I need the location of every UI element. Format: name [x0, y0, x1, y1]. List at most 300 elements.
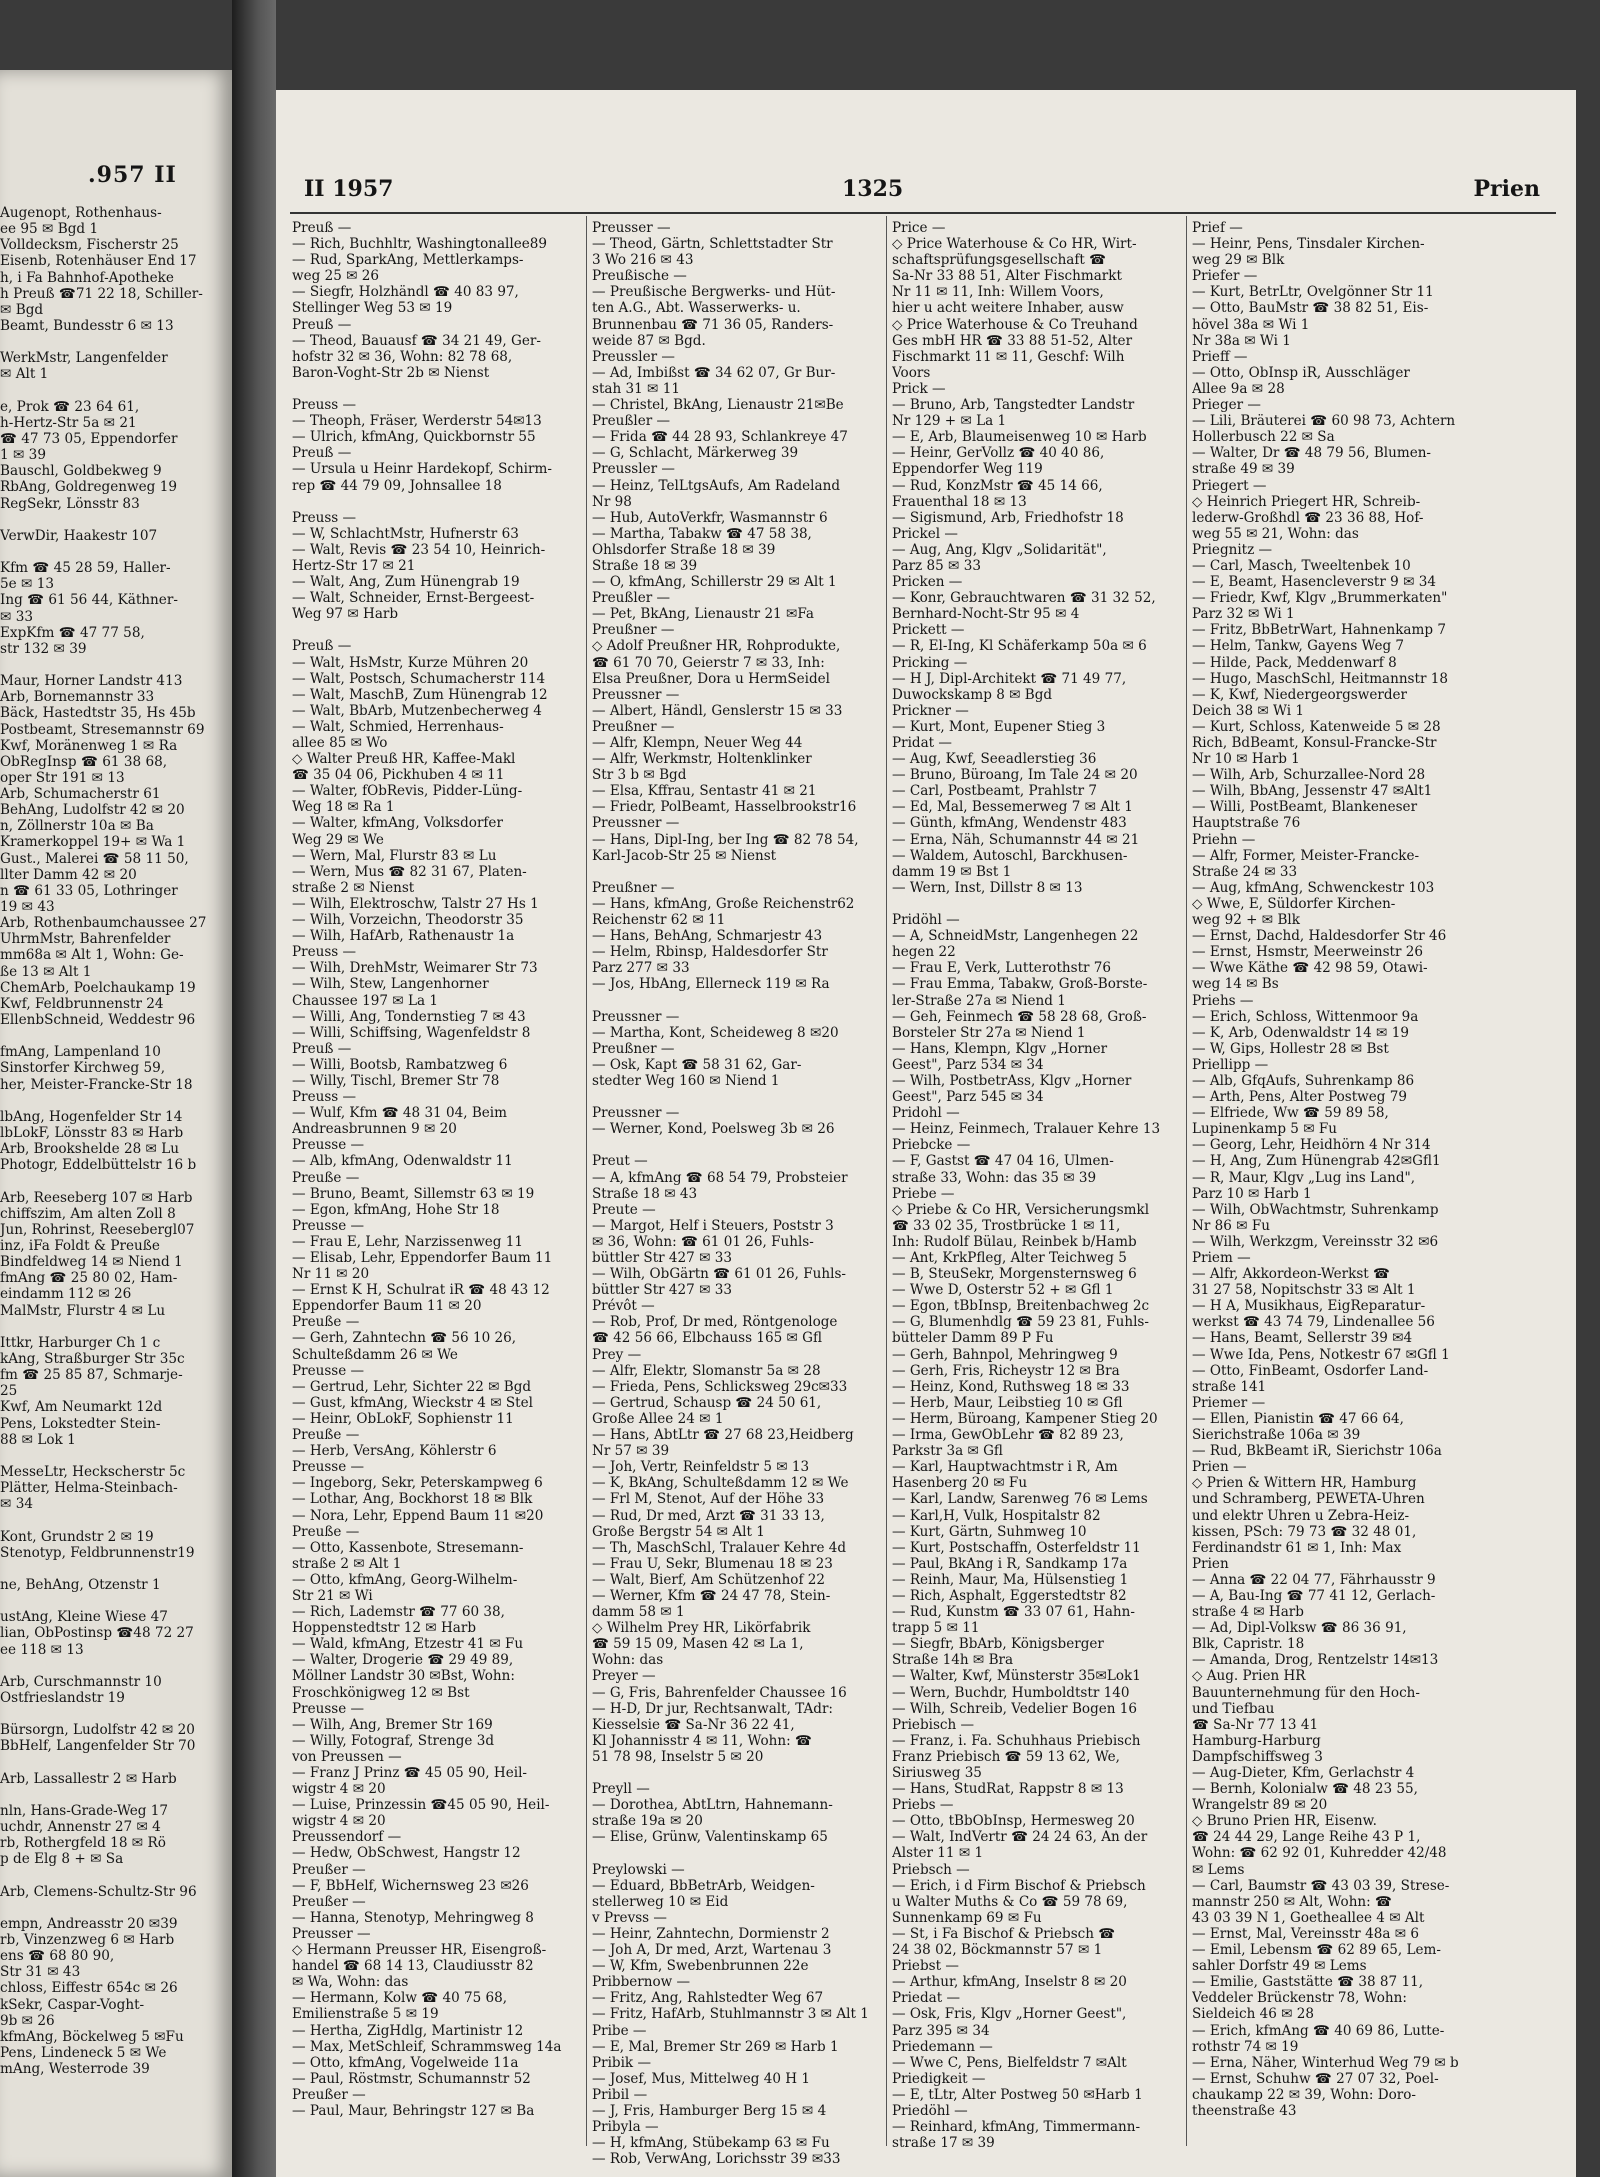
- directory-entry-line: Frauenthal 18 ✉ 13: [892, 493, 1027, 510]
- directory-entry-line: v Prevss —: [592, 1909, 667, 1926]
- directory-entry-line: [592, 1765, 884, 1781]
- directory-entry-line: Kiesselsie ☎ Sa-Nr 36 22 41,: [592, 1716, 795, 1733]
- directory-entry-line: Borsteler Str 27a ✉ Niend 1: [892, 1024, 1086, 1041]
- directory-entry-line: — Georg, Lehr, Heidhörn 4 Nr 314: [1192, 1137, 1431, 1154]
- directory-entry-line: fmAng ☎ 25 80 02, Ham-: [0, 1270, 178, 1287]
- directory-entry-line: lbAng, Hogenfelder Str 14: [0, 1108, 183, 1125]
- directory-entry-line: Nr 10 ✉ Harb 1: [1192, 751, 1300, 768]
- directory-entry-line: Eppendorfer Weg 119: [892, 461, 1043, 478]
- directory-entry-line: Priebst —: [892, 1958, 959, 1975]
- directory-entry-line: — Hugo, MaschSchl, Heitmannstr 18: [1192, 670, 1448, 687]
- directory-entry-line: — Ulrich, kfmAng, Quickbornstr 55: [292, 429, 536, 446]
- directory-entry-line: Allee 9a ✉ 28: [1192, 380, 1285, 397]
- directory-entry-line: u Walter Muths & Co ☎ 59 78 69,: [892, 1893, 1128, 1910]
- directory-entry-line: weg 55 ✉ 21, Wohn: das: [1192, 525, 1359, 542]
- directory-entry-line: ☎ 47 73 05, Eppendorfer: [0, 430, 178, 447]
- directory-entry-line: Preuße —: [292, 1169, 360, 1186]
- directory-entry-line: Preußer —: [292, 2086, 366, 2103]
- directory-entry-line: handel ☎ 68 14 13, Claudiusstr 82: [292, 1958, 534, 1975]
- directory-entry-line: — Friedr, Kwf, Klgv „Brummerkaten": [1192, 590, 1448, 607]
- directory-entry-line: Preussner —: [592, 1105, 680, 1122]
- directory-entry-line: Große Allee 24 ✉ 1: [592, 1410, 724, 1427]
- directory-entry-line: — Otto, tBbObInsp, Hermesweg 20: [892, 1813, 1135, 1830]
- directory-entry-line: ✉ 33: [0, 608, 34, 625]
- directory-entry-line: — Irma, GewObLehr ☎ 82 89 23,: [892, 1427, 1124, 1444]
- directory-entry-line: Eisenb, Rotenhäuser End 17: [0, 253, 197, 270]
- directory-entry-line: [0, 657, 228, 673]
- directory-entry-line: Emilienstraße 5 ✉ 19: [292, 2006, 439, 2023]
- directory-entry-line: — Anna ☎ 22 04 77, Fährhausstr 9: [1192, 1571, 1436, 1588]
- directory-entry-line: Priebisch —: [892, 1716, 975, 1733]
- directory-entry-line: Preuße —: [292, 1523, 360, 1540]
- directory-entry-line: mAng, Westerrode 39: [0, 2061, 150, 2078]
- directory-entry-line: Priebsch —: [892, 1861, 970, 1878]
- directory-entry-line: Preußische —: [592, 268, 687, 285]
- directory-entry-line: weg 92 + ✉ Blk: [1192, 912, 1300, 929]
- directory-entry-line: — Walt, Revis ☎ 23 54 10, Heinrich-: [292, 541, 546, 558]
- directory-entry-line: Bauschl, Goldbekweg 9: [0, 463, 162, 480]
- header-rule: [290, 212, 1556, 214]
- directory-entry-line: — Kurt, Mont, Eupener Stieg 3: [892, 718, 1106, 735]
- directory-entry-line: — Martha, Kont, Scheideweg 8 ✉20: [592, 1024, 839, 1041]
- directory-entry-line: ☎ 61 70 70, Geierstr 7 ✉ 33, Inh:: [592, 654, 825, 671]
- directory-entry-line: ◇ Prien & Wittern HR, Hamburg: [1192, 1475, 1417, 1492]
- directory-entry-line: ✉ 34: [0, 1496, 34, 1513]
- directory-entry-line: [0, 1900, 228, 1916]
- directory-entry-line: — Hanna, Stenotyp, Mehringweg 8: [292, 1909, 534, 1926]
- directory-entry-line: — Walt, Postsch, Schumacherstr 114: [292, 670, 546, 687]
- directory-entry-line: Pridohl —: [892, 1105, 960, 1122]
- directory-entry-line: inz, iFa Foldt & Preuße: [0, 1238, 160, 1254]
- directory-entry-line: 43 03 39 N 1, Goetheallee 4 ✉ Alt: [1192, 1909, 1425, 1926]
- directory-entry-line: allee 85 ✉ Wo: [292, 735, 388, 751]
- directory-entry-line: — Wald, kfmAng, Etzestr 41 ✉ Fu: [292, 1636, 524, 1653]
- directory-entry-line: Karl-Jacob-Str 25 ✉ Nienst: [592, 847, 777, 864]
- directory-entry-line: — Th, MaschSchl, Tralauer Kehre 4d: [592, 1539, 847, 1556]
- directory-entry-line: — Wilh, Elektroschw, Talstr 27 Hs 1: [292, 895, 539, 912]
- directory-entry-line: bütteler Damm 89 P Fu: [892, 1330, 1054, 1347]
- directory-entry-line: stellerweg 10 ✉ Eid: [592, 1893, 729, 1910]
- left-page-column: [0, 205, 228, 2077]
- directory-entry-line: kAng, Straßburger Str 35c: [0, 1350, 185, 1367]
- directory-entry-line: ☎ 24 44 29, Lange Reihe 43 P 1,: [1192, 1829, 1421, 1846]
- directory-entry-line: Plätter, Helma-Steinbach-: [0, 1480, 178, 1497]
- directory-entry-line: — Rob, Prof, Dr med, Röntgenologe: [592, 1314, 838, 1331]
- directory-entry-line: ☎ 42 56 66, Elbchauss 165 ✉ Gfl: [592, 1330, 823, 1347]
- directory-entry-line: Kwf, Moränenweg 1 ✉ Ra: [0, 737, 178, 754]
- directory-entry-line: 3 Wo 216 ✉ 43: [592, 252, 694, 269]
- directory-entry-line: — Willi, PostBeamt, Blankeneser: [1192, 799, 1418, 816]
- directory-entry-line: stedter Weg 160 ✉ Niend 1: [592, 1072, 780, 1089]
- directory-entry-line: — Max, MetSchleif, Schrammsweg 14a: [292, 2038, 562, 2055]
- directory-entry-line: — Reinhard, kfmAng, Timmermann-: [892, 2119, 1141, 2136]
- directory-entry-line: Ges mbH HR ☎ 33 88 51-52, Alter: [892, 332, 1133, 349]
- directory-entry-line: — Ursula u Heinr Hardekopf, Schirm-: [292, 461, 552, 478]
- directory-entry-line: Ittkr, Harburger Ch 1 c: [0, 1334, 161, 1351]
- directory-entry-line: — Hans, Dipl-Ing, ber Ing ☎ 82 78 54,: [592, 831, 859, 848]
- directory-entry-line: — Karl, Hauptwachtmstr i R, Am: [892, 1459, 1118, 1476]
- directory-entry-line: Andreasbrunnen 9 ✉ 20: [292, 1121, 457, 1138]
- directory-entry-line: — Frl M, Stenot, Auf der Höhe 33: [592, 1491, 825, 1508]
- column-divider: [586, 216, 587, 2146]
- directory-entry-line: Preußner —: [592, 1040, 675, 1057]
- directory-entry-line: [0, 512, 228, 528]
- directory-entry-line: Prickett —: [892, 622, 965, 639]
- directory-entry-line: — Alfr, Klempn, Neuer Weg 44: [592, 735, 803, 751]
- directory-entry-line: — Alfr, Elektr, Slomanstr 5a ✉ 28: [592, 1362, 821, 1379]
- directory-entry-line: — Margot, Helf i Steuers, Poststr 3: [592, 1217, 834, 1234]
- directory-entry-line: [892, 896, 1184, 912]
- directory-entry-line: Arb, Reeseberg 107 ✉ Harb: [0, 1189, 193, 1206]
- directory-entry-line: Preußler —: [592, 413, 671, 430]
- directory-entry-line: Rich, BdBeamt, Konsul-Francke-Str: [1192, 735, 1437, 751]
- directory-entry-line: oper Str 191 ✉ 13: [0, 769, 125, 786]
- directory-entry-line: — Kurt, Schloss, Katenweide 5 ✉ 28: [1192, 718, 1441, 735]
- directory-entry-line: — Bruno, Beamt, Sillemstr 63 ✉ 19: [292, 1185, 535, 1202]
- directory-entry-line: — Ellen, Pianistin ☎ 47 66 64,: [1192, 1410, 1404, 1427]
- directory-entry-line: — Wilh, ObGärtn ☎ 61 01 26, Fuhls-: [592, 1266, 846, 1283]
- directory-entry-line: Prieff —: [1192, 348, 1248, 365]
- column-1: [292, 220, 584, 2119]
- directory-entry-line: Volldecksm, Fischerstr 25: [0, 237, 179, 254]
- directory-entry-line: Hamburg-Harburg: [1192, 1732, 1321, 1749]
- directory-entry-line: Arb, Clemens-Schultz-Str 96: [0, 1883, 197, 1900]
- directory-entry-line: — Emil, Lebensm ☎ 62 89 65, Lem-: [1192, 1942, 1441, 1959]
- directory-entry-line: Deich 38 ✉ Wi 1: [1192, 702, 1304, 719]
- directory-entry-line: hier u acht weitere Inhaber, ausw: [892, 300, 1124, 317]
- directory-entry-line: — Elfriede, Ww ☎ 59 89 58,: [1192, 1105, 1389, 1122]
- directory-entry-line: str 132 ✉ 39: [0, 640, 87, 657]
- directory-entry-line: — Willi, Bootsb, Rambatzweg 6: [292, 1056, 508, 1073]
- directory-entry-line: 51 78 98, Inselstr 5 ✉ 20: [592, 1748, 764, 1765]
- directory-entry-line: — Wern, Mal, Flurstr 83 ✉ Lu: [292, 847, 497, 864]
- directory-entry-line: Stenotyp, Feldbrunnenstr19: [0, 1544, 195, 1561]
- directory-entry-line: Wohn: das: [592, 1652, 664, 1669]
- directory-entry-line: — Albert, Händl, Genslerstr 15 ✉ 33: [592, 702, 843, 719]
- directory-entry-line: — Helm, Tankw, Gayens Weg 7: [1192, 638, 1405, 655]
- left-page-header: .957 II: [88, 162, 177, 188]
- directory-entry-line: Preussler —: [592, 461, 675, 478]
- directory-entry-line: Ferdinandstr 61 ✉ 1, Inh: Max: [1192, 1539, 1402, 1556]
- directory-entry-line: ◇ Walter Preuß HR, Kaffee-Makl: [292, 751, 516, 768]
- directory-entry-line: Elsa Preußner, Dora u HermSeidel: [592, 670, 830, 687]
- directory-entry-line: 24 38 02, Böckmannstr 57 ✉ 1: [892, 1942, 1103, 1959]
- directory-entry-line: — Hans, kfmAng, Große Reichenstr62: [592, 895, 855, 912]
- directory-entry-line: Straße 18 ✉ 39: [592, 557, 698, 574]
- directory-entry-line: 31 27 58, Nopitschstr 33 ✉ Alt 1: [1192, 1282, 1416, 1299]
- directory-entry-line: — Fritz, BbBetrWart, Hahnenkamp 7: [1192, 622, 1446, 639]
- directory-entry-line: Preußler —: [592, 590, 671, 607]
- directory-entry-line: Parz 32 ✉ Wi 1: [1192, 606, 1295, 623]
- directory-entry-line: — Ad, Imbißst ☎ 34 62 07, Gr Bur-: [592, 364, 836, 381]
- directory-entry-line: — Rud, BkBeamt iR, Sierichstr 106a: [1192, 1443, 1442, 1460]
- directory-entry-line: ◇ Bruno Prien HR, Eisenw.: [1192, 1813, 1377, 1830]
- directory-entry-line: — Otto, ObInsp iR, Ausschläger: [1192, 364, 1410, 381]
- directory-entry-line: Nr 86 ✉ Fu: [1192, 1217, 1270, 1234]
- directory-entry-line: rep ☎ 44 79 09, Johnsallee 18: [292, 477, 502, 494]
- directory-entry-line: Franz Priebisch ☎ 59 13 62, We,: [892, 1748, 1120, 1765]
- directory-entry-line: Arb, Curschmannstr 10: [0, 1673, 162, 1690]
- directory-entry-line: — Heinr, GerVollz ☎ 40 40 86,: [892, 445, 1105, 462]
- directory-entry-line: — E, Arb, Blaumeisenweg 10 ✉ Harb: [892, 429, 1147, 446]
- directory-entry-line: — Otto, Kassenbote, Stresemann-: [292, 1539, 524, 1556]
- directory-entry-line: straße 2 ✉ Nienst: [292, 879, 415, 896]
- directory-entry-line: Preuss —: [292, 509, 357, 526]
- directory-entry-line: damm 19 ✉ Bst 1: [892, 863, 1012, 880]
- directory-entry-line: Sierichstraße 106a ✉ 39: [1192, 1427, 1361, 1444]
- directory-entry-line: Priedigkeit —: [892, 2070, 986, 2087]
- directory-entry-line: — Ernst K H, Schulrat iR ☎ 48 43 12: [292, 1282, 550, 1299]
- directory-entry-line: — Arthur, kfmAng, Inselstr 8 ✉ 20: [892, 1974, 1127, 1991]
- directory-entry-line: Bäck, Hastedtstr 35, Hs 45b: [0, 705, 196, 722]
- directory-entry-line: Siriusweg 35: [892, 1765, 982, 1781]
- directory-entry-line: — Rob, VerwAng, Lorichsstr 39 ✉33: [592, 2151, 841, 2168]
- directory-entry-line: Pribyla —: [592, 2119, 659, 2136]
- directory-entry-line: und Schramberg, PEWETA-Uhren: [1192, 1491, 1425, 1508]
- column-divider: [1186, 216, 1187, 2146]
- directory-entry-line: — Ernst, Schuhw ☎ 27 07 32, Poel-: [1192, 2070, 1439, 2087]
- directory-entry-line: Maur, Horner Landstr 413: [0, 673, 183, 690]
- directory-entry-line: Fischmarkt 11 ✉ 11, Geschf: Wilh: [892, 348, 1125, 365]
- directory-entry-line: — Erich, i d Firm Bischof & Priebsch: [892, 1877, 1146, 1894]
- directory-entry-line: Preylowski —: [592, 1861, 685, 1878]
- directory-entry-line: ☎ 59 15 09, Masen 42 ✉ La 1,: [592, 1636, 804, 1653]
- directory-entry-line: — Ingeborg, Sekr, Peterskampweg 6: [292, 1475, 543, 1492]
- directory-entry-line: Arb, Brookshelde 28 ✉ Lu: [0, 1141, 180, 1158]
- directory-entry-line: — Heinz, Feinmech, Tralauer Kehre 13: [892, 1121, 1161, 1138]
- directory-entry-line: ☎ 33 02 35, Trostbrücke 1 ✉ 11,: [892, 1217, 1121, 1234]
- directory-entry-line: [0, 1658, 228, 1674]
- directory-entry-line: ee 118 ✉ 13: [0, 1641, 84, 1658]
- directory-entry-line: — Hans, StudRat, Rappstr 8 ✉ 13: [892, 1781, 1124, 1798]
- directory-entry-line: [0, 1867, 228, 1883]
- directory-entry-line: — Hilde, Pack, Meddenwarf 8: [1192, 654, 1397, 671]
- directory-entry-line: — Erna, Näher, Winterhud Weg 79 ✉ b: [1192, 2054, 1459, 2071]
- directory-entry-line: Preußner —: [592, 622, 675, 639]
- directory-entry-line: Preussner —: [592, 686, 680, 703]
- directory-entry-line: — Frau Emma, Tabakw, Groß-Borste-: [892, 976, 1148, 993]
- directory-entry-line: — Ernst, Hsmstr, Meerweinstr 26: [1192, 944, 1424, 961]
- directory-entry-line: — Theod, Bauausf ☎ 34 21 49, Ger-: [292, 332, 541, 349]
- directory-entry-line: — Amanda, Drog, Rentzelstr 14✉13: [1192, 1652, 1439, 1669]
- directory-entry-line: lbLokF, Lönsstr 83 ✉ Harb: [0, 1125, 184, 1142]
- directory-entry-line: — Erich, Schloss, Wittenmoor 9a: [1192, 1008, 1419, 1025]
- column-divider: [886, 216, 887, 2146]
- directory-entry-line: — Aug, Ang, Klgv „Solidarität",: [892, 541, 1107, 558]
- directory-entry-line: — Otto, FinBeamt, Osdorfer Land-: [1192, 1362, 1429, 1379]
- left-page: [0, 70, 232, 2177]
- directory-entry-line: — St, i Fa Bischof & Priebsch ☎: [892, 1925, 1116, 1942]
- directory-entry-line: ße 13 ✉ Alt 1: [0, 963, 92, 980]
- directory-entry-line: nln, Hans-Grade-Weg 17: [0, 1802, 169, 1819]
- directory-entry-line: Kont, Grundstr 2 ✉ 19: [0, 1528, 154, 1545]
- directory-entry-line: büttler Str 427 ✉ 33: [592, 1282, 732, 1299]
- directory-entry-line: Hauptstraße 76: [1192, 815, 1301, 832]
- directory-entry-line: weg 29 ✉ Blk: [1192, 252, 1285, 269]
- directory-entry-line: Weg 97 ✉ Harb: [292, 606, 399, 623]
- directory-entry-line: — Konr, Gebrauchtwaren ☎ 31 32 52,: [892, 590, 1156, 607]
- directory-entry-line: Preuße —: [292, 1314, 360, 1331]
- directory-entry-line: — Siegfr, BbArb, Königsberger: [892, 1636, 1104, 1653]
- directory-entry-line: Sinstorfer Kirchweg 59,: [0, 1060, 166, 1077]
- directory-entry-line: Pribe —: [592, 2022, 647, 2039]
- directory-entry-line: — Heinr, Pens, Tinsdaler Kirchen-: [1192, 236, 1425, 253]
- directory-entry-line: Preußer —: [292, 1861, 366, 1878]
- directory-entry-line: — Aug-Dieter, Kfm, Gerlachstr 4: [1192, 1765, 1415, 1781]
- directory-entry-line: Ohlsdorfer Straße 18 ✉ 39: [592, 541, 776, 558]
- directory-entry-line: Preußer —: [292, 1893, 366, 1910]
- directory-entry-line: trapp 5 ✉ 11: [892, 1620, 980, 1637]
- directory-entry-line: — F, Gastst ☎ 47 04 16, Ulmen-: [892, 1153, 1114, 1170]
- directory-entry-line: her, Meister-Francke-Str 18: [0, 1076, 193, 1093]
- directory-entry-line: Kl Johannisstr 4 ✉ 11, Wohn: ☎: [592, 1732, 812, 1749]
- directory-entry-line: lederw-Großhdl ☎ 23 36 88, Hof-: [1192, 509, 1424, 526]
- directory-entry-line: damm 58 ✉ 1: [592, 1604, 685, 1621]
- directory-entry-line: RbAng, Goldregenweg 19: [0, 479, 177, 496]
- directory-entry-line: Prick —: [892, 380, 946, 397]
- directory-entry-line: — Wilh, HafArb, Rathenaustr 1a: [292, 928, 515, 945]
- directory-entry-line: Preuss —: [292, 397, 357, 414]
- directory-entry-line: — Theod, Gärtn, Schlettstadter Str: [592, 236, 833, 253]
- directory-entry-line: Möllner Landstr 30 ✉Bst, Wohn:: [292, 1668, 515, 1685]
- directory-entry-line: [0, 1593, 228, 1609]
- directory-entry-line: Preyer —: [592, 1668, 656, 1685]
- directory-entry-line: [0, 1319, 228, 1335]
- directory-entry-line: WerkMstr, Langenfelder: [0, 350, 168, 367]
- directory-entry-line: — Bernh, Kolonialw ☎ 48 23 55,: [1192, 1781, 1418, 1798]
- directory-entry-line: — Wilh, PostbetrAss, Klgv „Horner: [892, 1072, 1132, 1089]
- directory-entry-line: Ostfrieslandstr 19: [0, 1689, 125, 1706]
- directory-entry-line: p de Elg 8 + ✉ Sa: [0, 1851, 124, 1868]
- directory-entry-line: — Wilh, Vorzeichn, Theodorstr 35: [292, 912, 524, 929]
- directory-entry-line: Str 31 ✉ 43: [0, 1964, 81, 1981]
- directory-entry-line: Prien: [1192, 1555, 1229, 1572]
- directory-entry-line: Schulteßdamm 26 ✉ We: [292, 1346, 458, 1363]
- directory-entry-line: Straße 14h ✉ Bra: [892, 1652, 1014, 1669]
- directory-entry-line: 25: [0, 1383, 18, 1400]
- directory-entry-line: Wrangelstr 89 ✉ 20: [1192, 1797, 1328, 1814]
- directory-entry-line: — Luise, Prinzessin ☎45 05 90, Heil-: [292, 1797, 550, 1814]
- directory-entry-line: Arb, Schumacherstr 61: [0, 786, 161, 803]
- directory-entry-line: Pricken —: [892, 574, 963, 591]
- directory-entry-line: — Rud, SparkAng, Mettlerkamps-: [292, 252, 524, 269]
- directory-entry-line: weg 14 ✉ Bs: [1192, 976, 1279, 993]
- directory-entry-line: hövel 38a ✉ Wi 1: [1192, 316, 1310, 333]
- directory-entry-line: — Walt, Bierf, Am Schützenhof 22: [592, 1571, 826, 1588]
- directory-entry-line: 5e ✉ 13: [0, 576, 55, 593]
- directory-entry-line: Baron-Voght-Str 2b ✉ Nienst: [292, 364, 490, 381]
- directory-entry-line: — Frau U, Sekr, Blumenau 18 ✉ 23: [592, 1555, 833, 1572]
- directory-entry-line: Wohn: ☎ 62 92 01, Kuhredder 42/48: [1192, 1845, 1447, 1862]
- directory-entry-line: hegen 22: [892, 944, 956, 961]
- directory-entry-line: [592, 1845, 884, 1861]
- directory-entry-line: — Franz J Prinz ☎ 45 05 90, Heil-: [292, 1765, 527, 1781]
- directory-entry-line: Nr 129 + ✉ La 1: [892, 413, 1007, 430]
- directory-entry-line: ten A.G., Abt. Wasserwerks- u.: [592, 300, 801, 317]
- directory-entry-line: — Wwe Käthe ☎ 42 98 59, Otawi-: [1192, 960, 1428, 977]
- directory-entry-line: Duwockskamp 8 ✉ Bgd: [892, 686, 1053, 703]
- directory-entry-line: — Dorothea, AbtLtrn, Hahnemann-: [592, 1797, 833, 1814]
- directory-entry-line: — Willy, Fotograf, Strenge 3d: [292, 1732, 495, 1749]
- directory-entry-line: — Gerh, Bahnpol, Mehringweg 9: [892, 1346, 1118, 1363]
- directory-entry-line: Bauunternehmung für den Hoch-: [1192, 1684, 1420, 1701]
- directory-entry-line: — Wulf, Kfm ☎ 48 31 04, Beim: [292, 1105, 507, 1122]
- directory-entry-line: — Ernst, Dachd, Haldesdorfer Str 46: [1192, 928, 1447, 945]
- directory-entry-line: [592, 1089, 884, 1105]
- directory-entry-line: — Werner, Kfm ☎ 24 47 78, Stein-: [592, 1587, 831, 1604]
- directory-entry-line: — Lothar, Ang, Bockhorst 18 ✉ Blk: [292, 1491, 533, 1508]
- directory-entry-line: Nr 57 ✉ 39: [592, 1443, 670, 1460]
- directory-entry-line: — Reinh, Maur, Ma, Hülsenstieg 1: [892, 1571, 1129, 1588]
- directory-entry-line: — Ad, Dipl-Volksw ☎ 86 36 91,: [1192, 1620, 1407, 1637]
- directory-entry-line: straße 2 ✉ Alt 1: [292, 1555, 402, 1572]
- directory-entry-line: fmAng, Lampenland 10: [0, 1044, 161, 1061]
- directory-entry-line: — Rud, Dr med, Arzt ☎ 31 33 13,: [592, 1507, 825, 1524]
- directory-entry-line: — Wilh, DrehMstr, Weimarer Str 73: [292, 960, 538, 977]
- directory-entry-line: — Kurt, Postschaffn, Osterfeldstr 11: [892, 1539, 1141, 1556]
- directory-entry-line: Priebs —: [892, 1797, 954, 1814]
- directory-entry-line: Reichenstr 62 ✉ 11: [592, 912, 726, 929]
- directory-entry-line: Preußner —: [592, 718, 675, 735]
- directory-entry-line: Preuß —: [292, 1040, 352, 1057]
- directory-entry-line: — Walter, fObRevis, Pidder-Lüng-: [292, 783, 523, 800]
- directory-entry-line: [592, 864, 884, 880]
- directory-entry-line: — Joh, Vertr, Reinfeldstr 5 ✉ 13: [592, 1459, 810, 1476]
- directory-entry-line: — Rud, KonzMstr ☎ 45 14 66,: [892, 477, 1103, 494]
- directory-entry-line: — Alfr, Werkmstr, Holtenklinker: [592, 751, 812, 768]
- directory-entry-line: Preusse —: [292, 1700, 365, 1717]
- directory-entry-line: — Arth, Pens, Alter Postweg 79: [1192, 1089, 1408, 1106]
- directory-entry-line: h, i Fa Bahnhof-Apotheke: [0, 269, 174, 286]
- directory-entry-line: — Aug, Kwf, Seeadlerstieg 36: [892, 751, 1097, 768]
- directory-entry-line: Prief —: [1192, 220, 1243, 236]
- directory-entry-line: und Tiefbau: [1192, 1700, 1275, 1717]
- directory-entry-line: — Eduard, BbBetrArb, Weidgen-: [592, 1877, 815, 1894]
- directory-entry-line: — Wern, Inst, Dillstr 8 ✉ 13: [892, 879, 1083, 896]
- directory-entry-line: — A, SchneidMstr, Langenhegen 22: [892, 928, 1139, 945]
- directory-entry-line: Weg 29 ✉ We: [292, 831, 384, 848]
- directory-entry-line: — Walt, MaschB, Zum Hünengrab 12: [292, 686, 548, 703]
- directory-entry-line: [0, 1448, 228, 1464]
- directory-entry-line: — Emilie, Gaststätte ☎ 38 87 11,: [1192, 1974, 1424, 1991]
- directory-entry-line: [292, 381, 584, 397]
- directory-entry-line: — Alfr, Akkordeon-Werkst ☎: [1192, 1266, 1390, 1283]
- directory-entry-line: Nr 11 ✉ 11, Inh: Willem Voors,: [892, 284, 1104, 301]
- directory-entry-line: rb, Vinzenzweg 6 ✉ Harb: [0, 1932, 175, 1949]
- directory-entry-line: Hasenberg 20 ✉ Fu: [892, 1475, 1028, 1492]
- directory-entry-line: — Wilh, Schreib, Vedelier Bogen 16: [892, 1700, 1138, 1717]
- directory-entry-line: Preuße —: [292, 1427, 360, 1444]
- directory-entry-line: ✉ Wa, Wohn: das: [292, 1974, 409, 1991]
- directory-entry-line: — Walter, Kwf, Münsterstr 35✉Lok1: [892, 1668, 1141, 1685]
- directory-entry-line: chloss, Eiffestr 654c ✉ 26: [0, 1980, 178, 1997]
- directory-entry-line: — Walter, Drogerie ☎ 29 49 89,: [292, 1652, 514, 1669]
- directory-entry-line: — Paul, Maur, Behringstr 127 ✉ Ba: [292, 2102, 535, 2119]
- directory-entry-line: chaukamp 22 ✉ 39, Wohn: Doro-: [1192, 2086, 1416, 2103]
- directory-entry-line: — Wwe C, Pens, Bielfeldstr 7 ✉Alt: [892, 2054, 1127, 2071]
- directory-entry-line: Augenopt, Rothenhaus-: [0, 205, 162, 221]
- directory-entry-line: VerwDir, Haakestr 107: [0, 527, 158, 544]
- directory-entry-line: Priebcke —: [892, 1137, 971, 1154]
- directory-entry-line: — Erich, kfmAng ☎ 40 69 86, Lutte-: [1192, 2022, 1445, 2039]
- page-header-right: Prien: [1473, 176, 1540, 202]
- directory-entry-line: — Karl,H, Vulk, Hospitalstr 82: [892, 1507, 1101, 1524]
- directory-entry-line: ne, BehAng, Otzenstr 1: [0, 1576, 161, 1593]
- directory-entry-line: ◇ Priebe & Co HR, Versicherungsmkl: [892, 1201, 1150, 1218]
- directory-entry-line: Str 3 b ✉ Bgd: [592, 767, 687, 784]
- directory-entry-line: — Elise, Grünw, Valentinskamp 65: [592, 1829, 828, 1846]
- directory-entry-line: Pridöhl —: [892, 912, 960, 929]
